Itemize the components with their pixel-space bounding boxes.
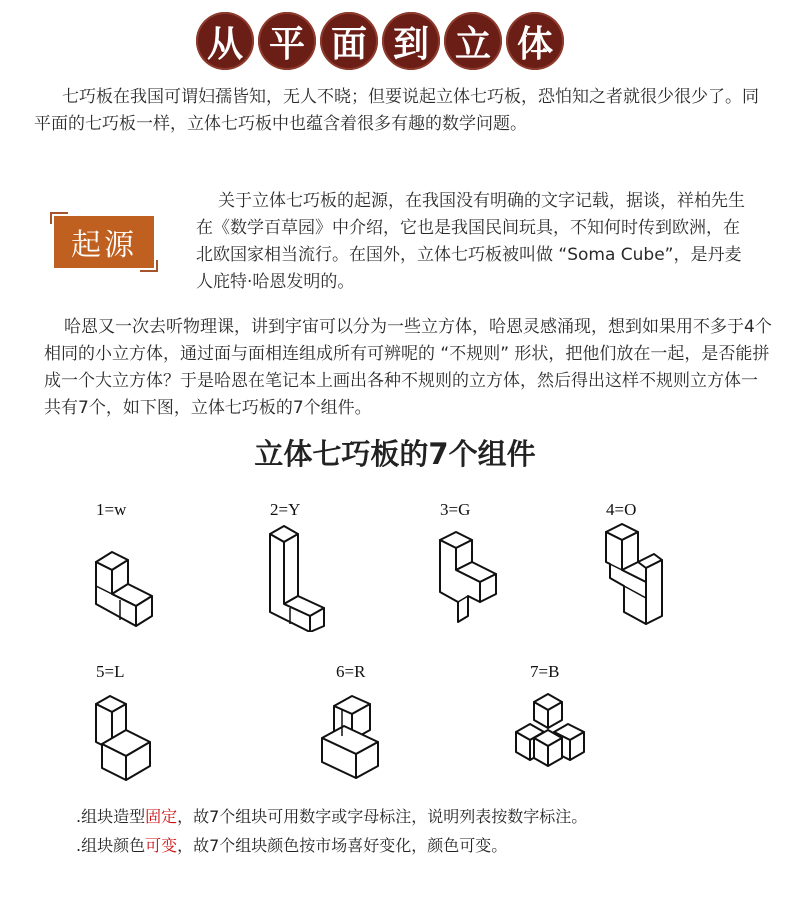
title-char: 面 <box>320 12 378 70</box>
section-title: 立体七巧板的7个组件 <box>254 437 536 471</box>
piece-label-1: 1=w <box>96 500 127 519</box>
piece-label-4: 4=O <box>606 500 637 519</box>
r-piece-icon <box>314 690 386 786</box>
title-char: 平 <box>258 12 316 70</box>
title-char: 从 <box>196 12 254 70</box>
origin-badge-label: 起源 <box>54 216 154 268</box>
piece-label-5: 5=L <box>96 662 125 681</box>
note-color-variable <box>76 835 507 857</box>
origin-badge <box>50 212 158 272</box>
note-text: ，故7个组块可用数字或字母标注，说明列表按数字标注。 <box>177 807 588 826</box>
story-paragraph: 哈恩又一次去听物理课，讲到宇宙可以分为一些立方体，哈恩灵感涌现，想到如果用不多于4个相同的小立方体，通过面与面相连组成所有可辨呢的 “不规则” 形状，把他们放在一起，是否能拼成一个大立方体？于是哈恩在笔记本上画出各种不规则的立方体，然后得出这样不规则立方体一共有7个，如下图，立体七巧板的7个组件。 <box>44 317 772 418</box>
note-shape-fixed <box>76 806 587 828</box>
w-piece-icon <box>88 540 160 630</box>
note-highlight: 固定 <box>145 807 178 826</box>
o-piece-icon <box>598 520 670 628</box>
l-piece-icon <box>88 690 160 786</box>
note-highlight: 可变 <box>145 836 178 855</box>
note-text: .组块造型 <box>76 807 146 826</box>
title-char: 体 <box>506 12 564 70</box>
intro-paragraph: 七巧板在我国可谓妇孺皆知，无人不晓；但要说起立体七巧板，恐怕知之者就很少很少了。同平面的七巧板一样，立体七巧板中也蕴含着很多有趣的数学问题。 <box>34 87 759 134</box>
y-piece-icon <box>262 520 334 632</box>
note-text: .组块颜色 <box>76 836 146 855</box>
g-piece-icon <box>432 526 504 626</box>
page-title <box>196 12 568 72</box>
origin-paragraph: 关于立体七巧板的起源，在我国没有明确的文字记载，据谈，祥柏先生在《数学百草园》中介绍，它也是我国民间玩具，不知何时传到欧洲，在北欧国家相当流行。在国外，立体七巧板被叫做 “Soma Cube”，是丹麦人庇特·哈恩发明的。 <box>196 191 745 292</box>
piece-label-3: 3=G <box>440 500 471 519</box>
title-char: 到 <box>382 12 440 70</box>
title-char: 立 <box>444 12 502 70</box>
piece-label-6: 6=R <box>336 662 366 681</box>
piece-label-7: 7=B <box>530 662 560 681</box>
piece-label-2: 2=Y <box>270 500 301 519</box>
note-text: ，故7个组块颜色按市场喜好变化，颜色可变。 <box>177 836 508 855</box>
b-piece-icon <box>510 690 590 774</box>
